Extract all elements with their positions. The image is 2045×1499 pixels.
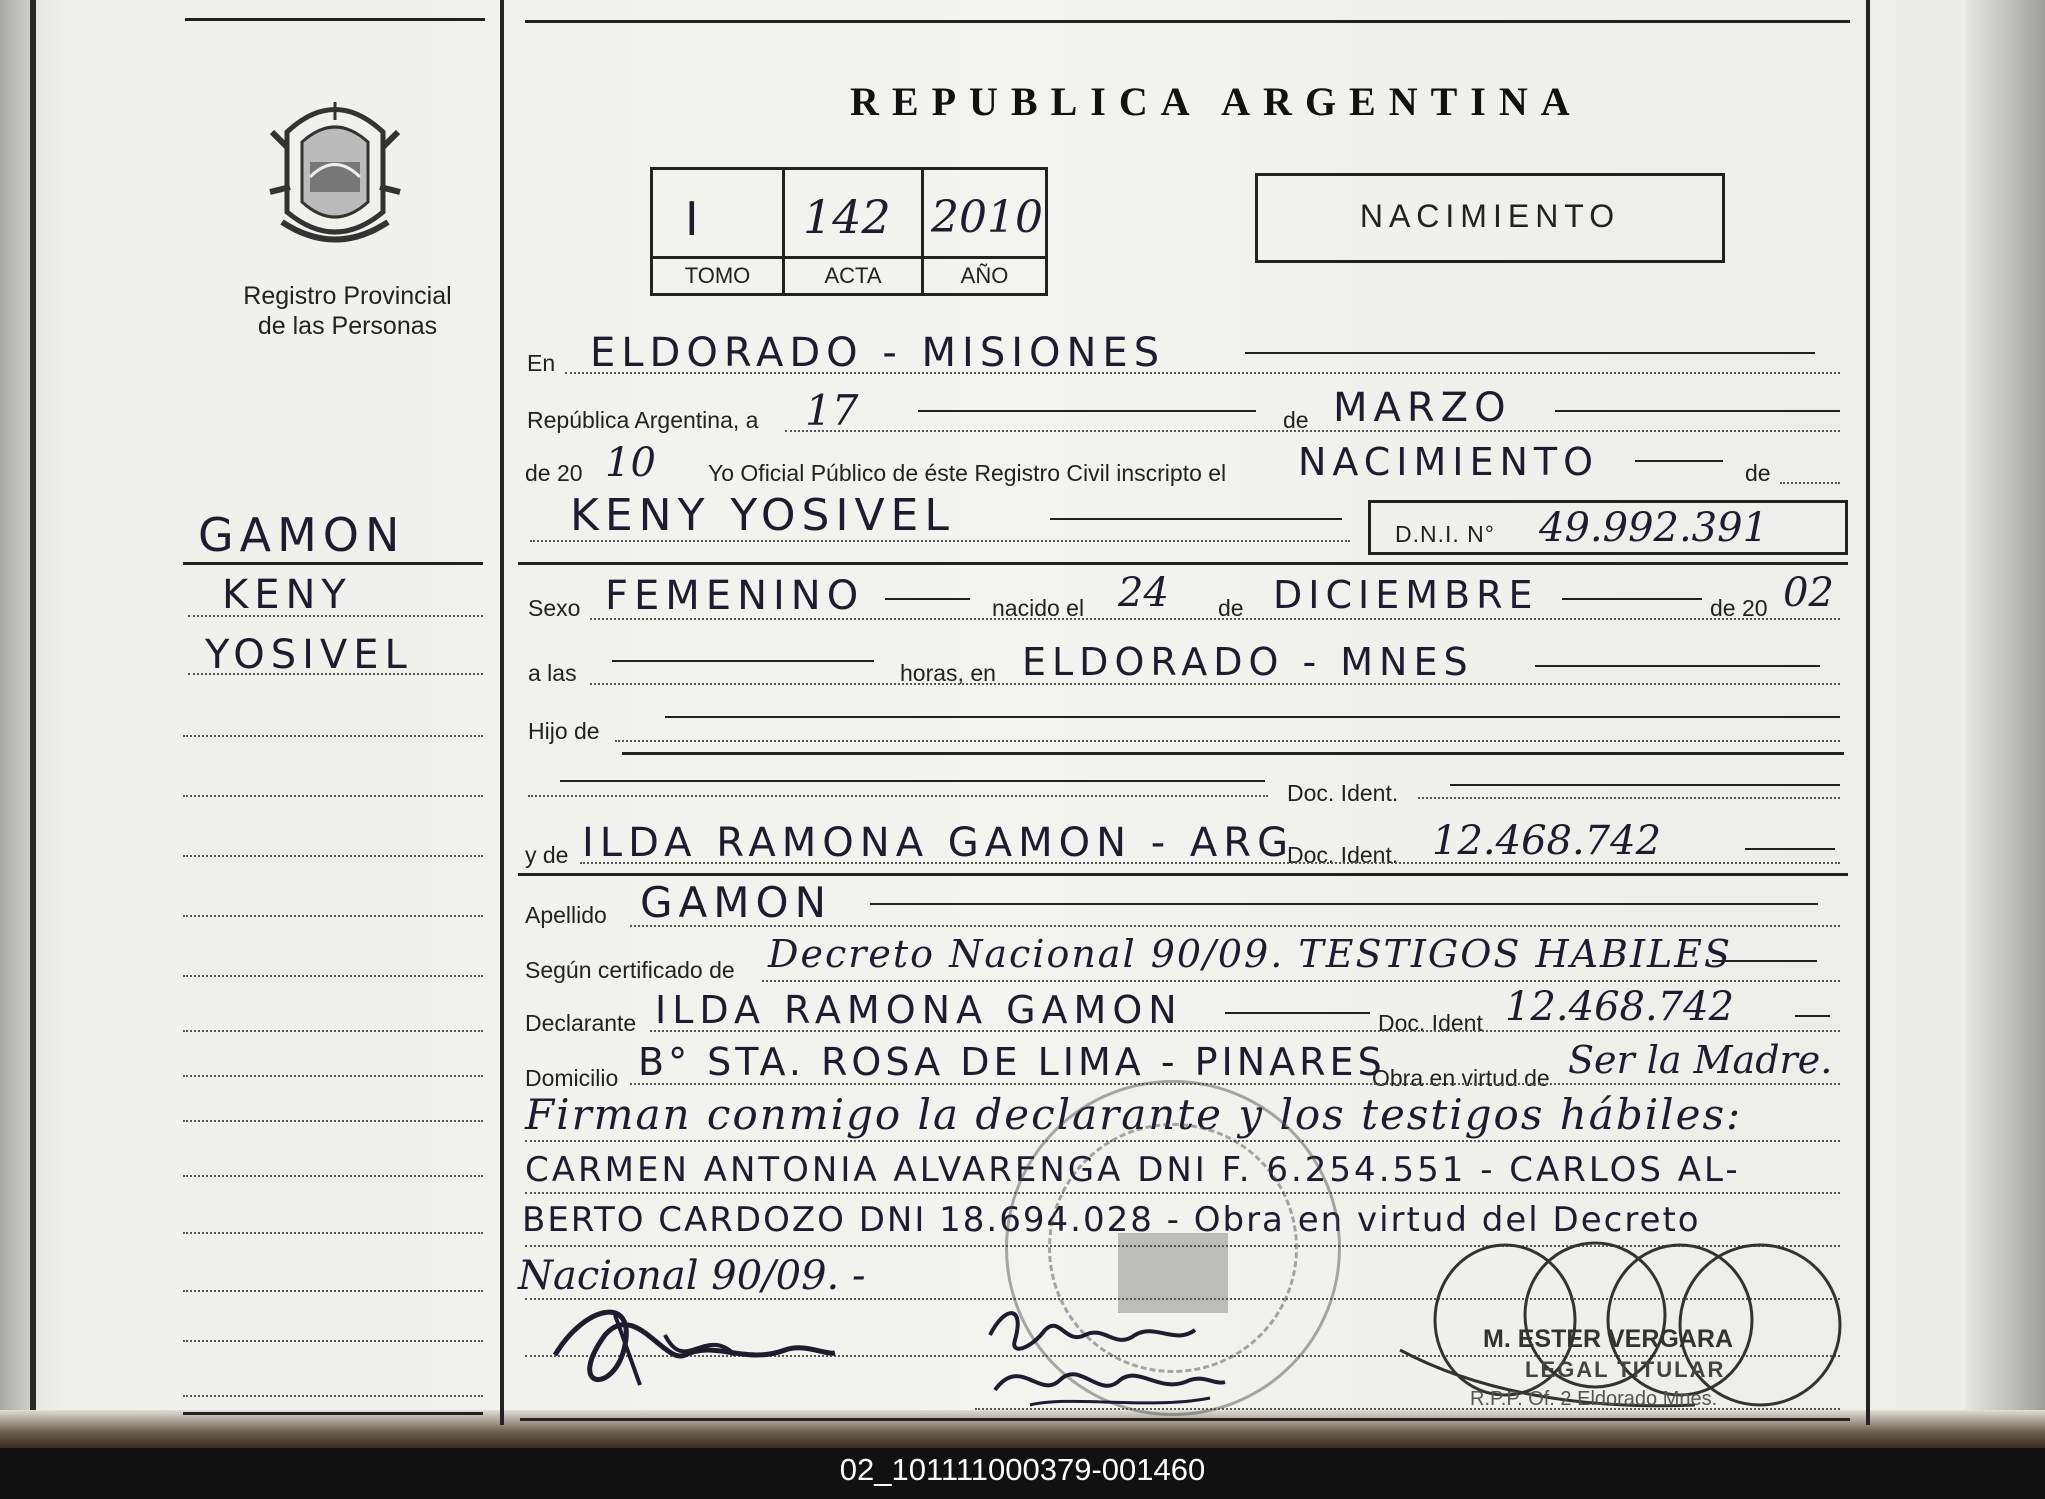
margin-rule (183, 562, 483, 565)
certificado-label: Según certificado de (525, 957, 735, 983)
apellido-value: GAMON (640, 878, 832, 927)
frame-left-rule (500, 0, 504, 1425)
frame-top-rule (525, 20, 1850, 23)
section-rule (622, 752, 1844, 755)
fill-line (885, 598, 970, 600)
obra-value: Ser la Madre. (1568, 1038, 1833, 1082)
acta-label: ACTA (824, 263, 882, 288)
dotted-rule (580, 862, 1840, 864)
hijo-label: Hijo de (528, 718, 600, 744)
declarante-label: Declarante (525, 1010, 637, 1036)
dotted-rule (762, 980, 1840, 982)
doc-ident-label-2: Doc. Ident. (1287, 842, 1399, 868)
signature-witness-1-icon (545, 1295, 845, 1405)
margin-surname: GAMON (198, 508, 406, 562)
birth-place-value: ELDORADO - MNES (1022, 640, 1474, 684)
certificado-value: Decreto Nacional 90/09. TESTIGOS HABILES (768, 932, 1732, 976)
birth-month-value: DICIEMBRE (1273, 573, 1539, 617)
book-spine (30, 0, 36, 1448)
birth-day-value: 24 (1118, 570, 1169, 616)
dotted-rule (630, 1083, 1840, 1085)
oficial-label: Yo Oficial Público de éste Registro Civil inscripto el (708, 460, 1227, 486)
sexo-label: Sexo (528, 595, 581, 621)
note-line-4: Nacional 90/09. - (518, 1253, 866, 1299)
fill-line (1562, 598, 1702, 600)
de-label-2: de (1745, 460, 1771, 486)
register-box (650, 167, 1048, 296)
fill-line (1245, 352, 1815, 354)
dotted-rule (1418, 797, 1840, 799)
anio-label: AÑO (960, 263, 1009, 288)
tomo-value: I (685, 192, 705, 246)
section-rule (518, 873, 1848, 876)
margin-name2: YOSIVEL (205, 632, 413, 678)
signature-witness-3-icon (990, 1350, 1230, 1410)
dotted-rule (615, 740, 1840, 742)
fill-line (918, 410, 1256, 412)
domicilio-label: Domicilio (525, 1065, 619, 1091)
fill-line (1712, 960, 1817, 962)
birth-year-suffix-value: 02 (1783, 570, 1834, 616)
section-rule (518, 562, 1848, 565)
acta-value: 142 (803, 190, 891, 244)
republica-label: República Argentina, a (527, 407, 759, 433)
dotted-rule (528, 795, 1268, 797)
apellido-label: Apellido (525, 902, 607, 928)
margin-dotted-rule (183, 915, 483, 917)
margin-dotted-rule (183, 735, 483, 737)
mother-value: ILDA RAMONA GAMON - ARG (582, 820, 1295, 866)
margin-dotted-rule (183, 855, 483, 857)
dni-box (1368, 500, 1848, 555)
note-line-2: CARMEN ANTONIA ALVARENGA DNI F. 6.254.551 - CARLOS AL- (525, 1150, 1741, 1190)
dotted-rule (565, 372, 1840, 374)
nacido-label: nacido el (992, 595, 1085, 621)
year-prefix-label: de 20 (525, 460, 583, 486)
margin-dotted-rule (183, 795, 483, 797)
en-label: En (527, 350, 556, 376)
child-name-value: KENY YOSIVEL (570, 490, 955, 541)
country-title: REPUBLICA ARGENTINA (850, 79, 1583, 124)
obra-label: Obra en virtud de (1372, 1065, 1550, 1091)
margin-dotted-rule (183, 1290, 483, 1292)
margin-dotted-rule (183, 1232, 483, 1234)
sexo-value: FEMENINO (605, 573, 865, 619)
margin-dotted-rule (183, 1120, 483, 1122)
fill-line (612, 660, 874, 662)
tomo-label: TOMO (684, 263, 751, 288)
margin-rule (183, 1412, 483, 1415)
fill-line (1635, 460, 1723, 462)
doc-ident-label-1: Doc. Ident. (1287, 780, 1399, 806)
registry-name-line2: de las Personas (257, 312, 438, 340)
mother-doc-value: 12.468.742 (1432, 818, 1662, 864)
doc-ident-label-3: Doc. Ident (1378, 1010, 1483, 1036)
record-type: NACIMIENTO (1359, 198, 1621, 234)
margin-dotted-rule (183, 1030, 483, 1032)
fill-line (1555, 410, 1840, 412)
dni-label: D.N.I. N° (1395, 521, 1495, 547)
margin-dotted-rule (183, 1175, 483, 1177)
note-line-3: BERTO CARDOZO DNI 18.694.028 - Obra en virtud del Decreto (522, 1200, 1701, 1240)
day-value: 17 (805, 386, 859, 435)
anio-value: 2010 (931, 192, 1043, 243)
dotted-rule (530, 540, 1350, 542)
a-las-label: a las (528, 660, 577, 686)
dotted-rule (785, 430, 1840, 432)
official-name: M. ESTER VERGARA (1483, 1325, 1734, 1353)
year-suffix-value: 10 (605, 440, 656, 486)
dotted-rule (590, 683, 1840, 685)
registry-name-line1: Registro Provincial (243, 282, 452, 310)
margin-name1: KENY (222, 572, 352, 618)
scan-id: 02_101111000379-001460 (839, 1452, 1206, 1487)
month-value: MARZO (1333, 385, 1512, 431)
book-edge-right (1965, 0, 2045, 1448)
dotted-rule (1780, 482, 1840, 484)
province-seal-icon (262, 92, 408, 252)
fill-line (560, 780, 1265, 782)
de-label-3: de (1218, 595, 1244, 621)
fill-line (870, 903, 1818, 905)
margin-dotted-rule (183, 975, 483, 977)
official-title: LEGAL TITULAR (1525, 1357, 1726, 1382)
en-value: ELDORADO - MISIONES (590, 330, 1166, 376)
official-office: R.P.P. Of. 2 Eldorado Mnes. (1470, 1388, 1718, 1410)
margin-dotted-rule (183, 1075, 483, 1077)
margin-dotted-rule (183, 1340, 483, 1342)
domicilio-value: B° STA. ROSA DE LIMA - PINARES (638, 1040, 1386, 1084)
fill-line (1050, 518, 1342, 520)
margin-dotted-rule (183, 1395, 483, 1397)
fill-line (1225, 1012, 1370, 1014)
register-box-rule (653, 256, 1045, 259)
fill-line (1795, 1015, 1830, 1017)
birth-year-prefix-label: de 20 (1710, 595, 1768, 621)
dni-value: 49.992.391 (1539, 505, 1769, 551)
record-type-box (1255, 173, 1725, 263)
fill-line (1535, 665, 1820, 667)
inscripto-value: NACIMIENTO (1298, 440, 1600, 484)
fill-line (1450, 784, 1840, 786)
frame-right-rule (1866, 0, 1870, 1425)
fill-line (665, 716, 1840, 718)
declarante-value: ILDA RAMONA GAMON (655, 988, 1183, 1032)
fill-line (1745, 848, 1835, 850)
y-de-label: y de (525, 842, 569, 868)
de-label-1: de (1283, 407, 1309, 433)
declarante-doc-value: 12.468.742 (1505, 984, 1735, 1030)
margin-rule (185, 18, 485, 21)
dotted-rule (650, 1030, 1840, 1032)
horas-label: horas, en (900, 660, 996, 686)
note-line-1: Firman conmigo la declarante y los testigos hábiles: (525, 1090, 1743, 1139)
dotted-rule (590, 618, 1840, 620)
dotted-rule (630, 925, 1840, 927)
